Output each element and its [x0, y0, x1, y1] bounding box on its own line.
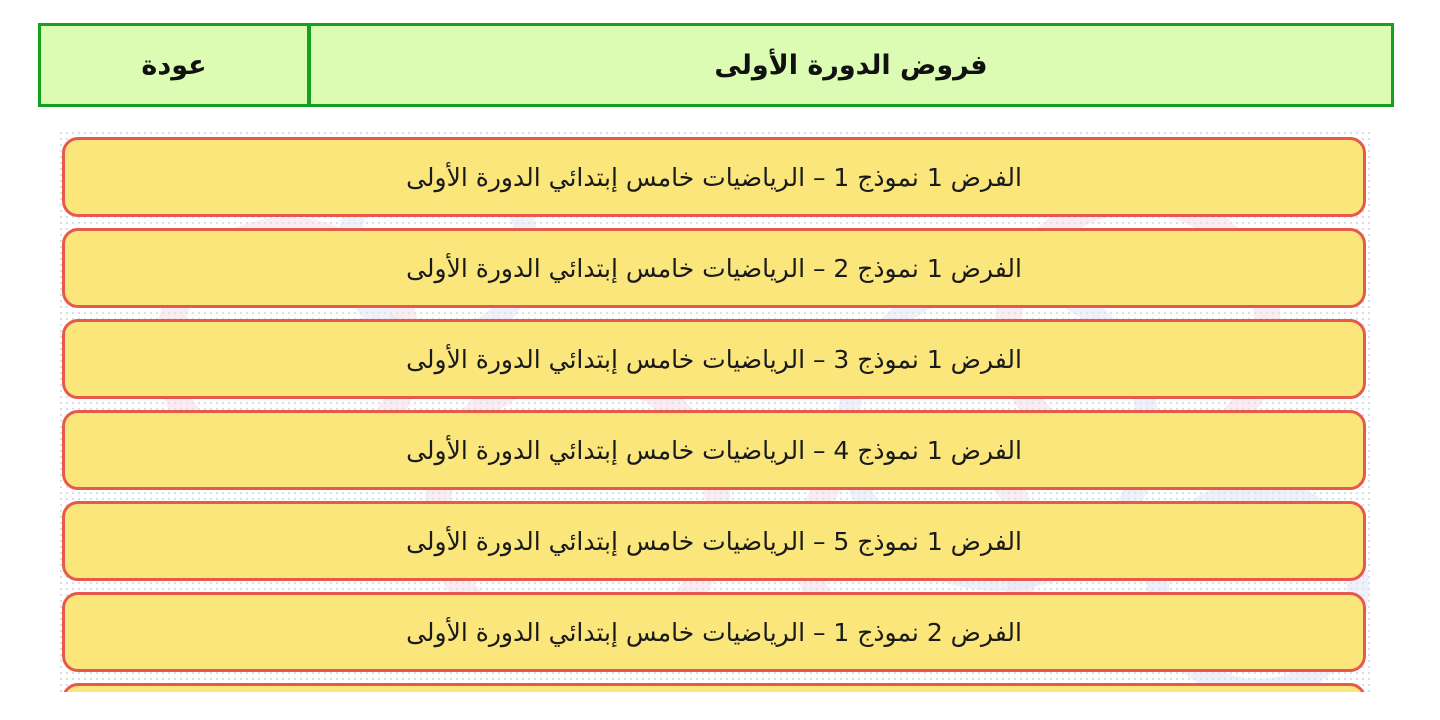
back-button-label: عودة	[141, 49, 207, 81]
content-area[interactable]	[58, 130, 1370, 692]
header-bar	[38, 23, 1394, 107]
exam-list	[62, 137, 1366, 692]
list-item-label: الفرض 1 نموذج 4 – الرياضيات خامس إبتدائي الدورة الأولى	[406, 435, 1022, 465]
back-button[interactable]	[41, 26, 311, 104]
list-item[interactable]	[62, 592, 1366, 672]
page-title: فروض الدورة الأولى	[714, 49, 988, 81]
list-item-label: الفرض 2 نموذج 1 – الرياضيات خامس إبتدائي الدورة الأولى	[406, 617, 1022, 647]
list-item[interactable]	[62, 501, 1366, 581]
list-item[interactable]	[62, 319, 1366, 399]
list-item[interactable]	[62, 228, 1366, 308]
list-item-partial[interactable]	[62, 683, 1366, 692]
list-item-label: الفرض 1 نموذج 2 – الرياضيات خامس إبتدائي الدورة الأولى	[406, 253, 1022, 283]
list-item-label: الفرض 1 نموذج 3 – الرياضيات خامس إبتدائي الدورة الأولى	[406, 344, 1022, 374]
list-item-label: الفرض 1 نموذج 1 – الرياضيات خامس إبتدائي الدورة الأولى	[406, 162, 1022, 192]
page-title-cell	[311, 26, 1391, 104]
list-item[interactable]	[62, 137, 1366, 217]
list-item[interactable]	[62, 410, 1366, 490]
list-item-label: الفرض 1 نموذج 5 – الرياضيات خامس إبتدائي الدورة الأولى	[406, 526, 1022, 556]
